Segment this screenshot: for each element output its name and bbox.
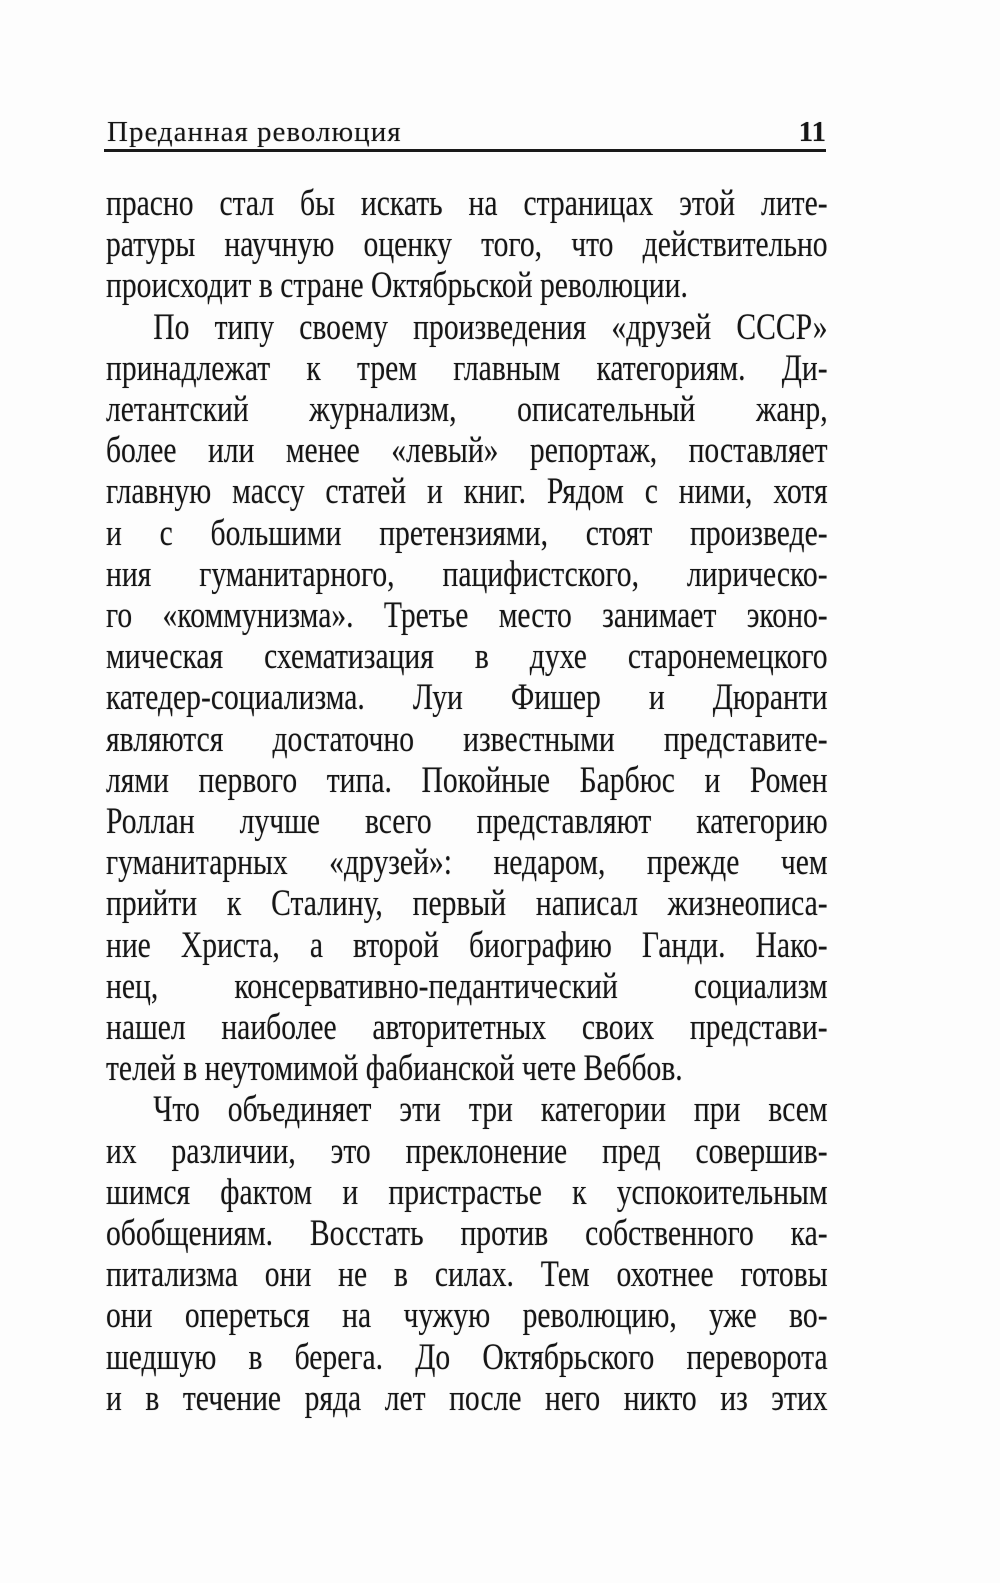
text-line: ние Христа, а второй биографию Ганди. Нако-	[106, 924, 828, 966]
page-body	[106, 183, 828, 1419]
running-header-title: Преданная революция	[107, 116, 402, 148]
text-line: главную массу статей и книг. Рядом с ними, хотя	[106, 471, 828, 513]
text-line: По типу своему произведения «друзей СССР»	[153, 306, 828, 348]
text-line: прийти к Сталину, первый написал жизнеописа-	[106, 883, 828, 925]
text-line: Что объединяет эти три категории при всем	[153, 1089, 828, 1131]
text-line: шедшую в берега. До Октябрьского переворота	[106, 1336, 828, 1378]
page-number: 11	[798, 116, 826, 148]
text-line: их различии, это преклонение пред совершив-	[106, 1130, 828, 1172]
text-line: нашел наиболее авторитетных своих представи-	[106, 1007, 828, 1049]
text-block	[106, 183, 828, 1419]
text-line: мическая схематизация в духе старонемецкого	[106, 636, 828, 678]
text-line: гуманитарных «друзей»: недаром, прежде чем	[106, 842, 828, 884]
text-line: летантский журнализм, описательный жанр,	[106, 389, 828, 431]
header-rule	[104, 149, 826, 152]
text-line: шимся фактом и пристрастье к успокоительным	[106, 1171, 828, 1213]
text-line: ния гуманитарного, пацифистского, лирическо-	[106, 553, 828, 595]
text-line: Роллан лучше всего представляют категорию	[106, 801, 828, 843]
text-line: и с большими претензиями, стоят произведе-	[106, 512, 828, 554]
text-line: нец, консервативно-педантический социализм	[106, 965, 828, 1007]
text-line: го «коммунизма». Третье место занимает эконо-	[106, 595, 828, 637]
text-line: прасно стал бы искать на страницах этой лите-	[106, 183, 828, 224]
running-header	[107, 118, 826, 147]
text-line: и в течение ряда лет после него никто из этих	[106, 1377, 828, 1419]
text-line: лями первого типа. Покойные Барбюс и Ромен	[106, 759, 828, 801]
text-line: телей в неутомимой фабианской чете Веббов.	[106, 1048, 683, 1090]
text-line: они опереться на чужую революцию, уже во-	[106, 1295, 828, 1337]
text-line: происходит в стране Октябрьской революции.	[106, 265, 688, 307]
text-line: более или менее «левый» репортаж, поставляет	[106, 430, 828, 472]
text-line: ратуры научную оценку того, что действительно	[106, 224, 828, 266]
text-line: являются достаточно известными представите-	[106, 718, 828, 760]
text-line: питализма они не в силах. Тем охотнее готовы	[106, 1254, 828, 1296]
text-line: катедер-социализма. Луи Фишер и Дюранти	[106, 677, 828, 719]
text-line: принадлежат к трем главным категориям. Ди-	[106, 347, 828, 389]
text-line: обобщениям. Восстать против собственного ка-	[106, 1213, 828, 1255]
